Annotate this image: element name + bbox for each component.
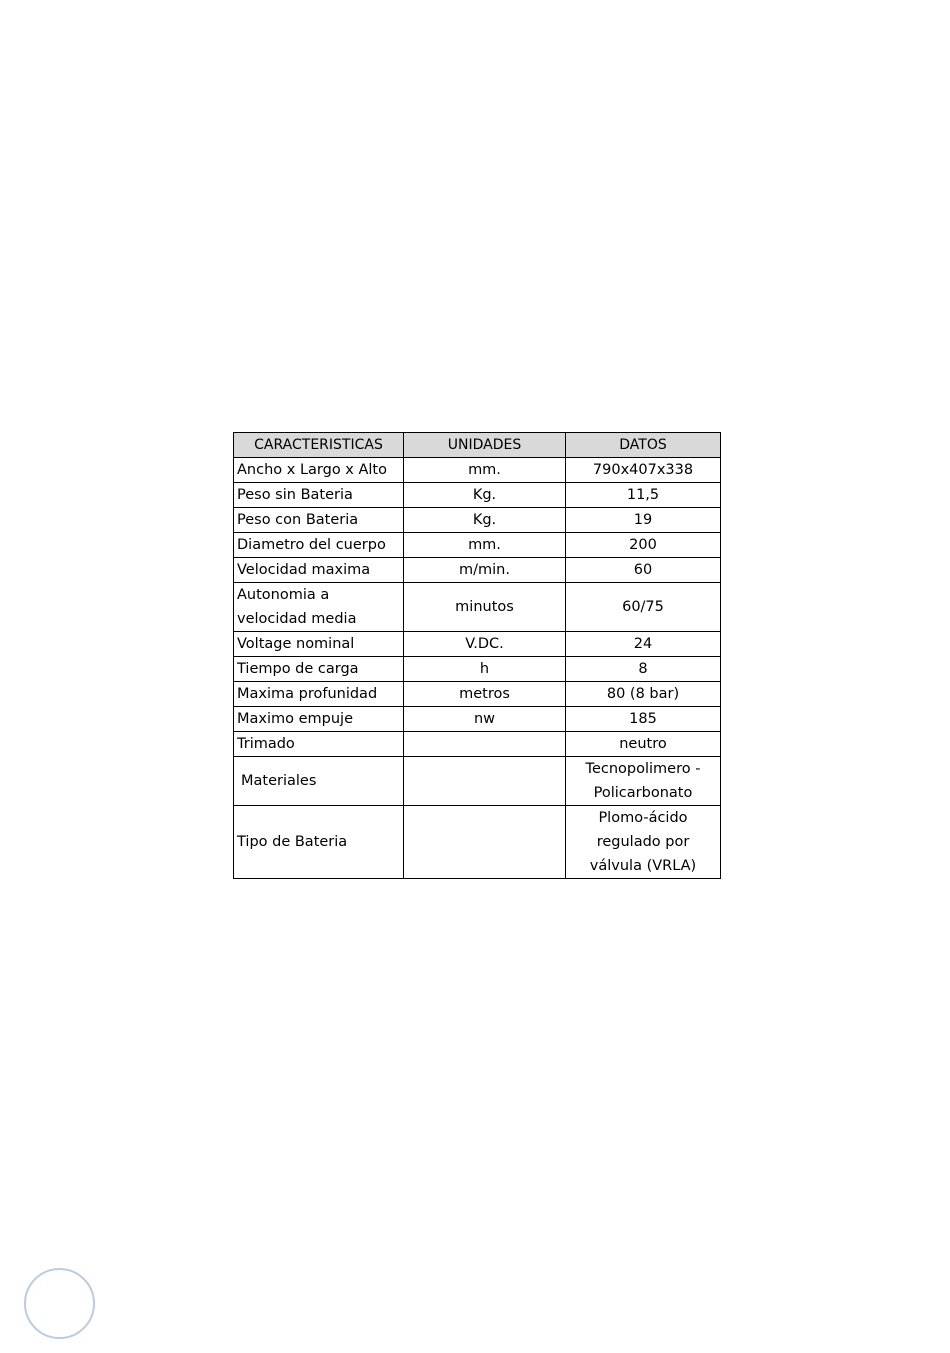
row-name: Trimado xyxy=(234,732,404,757)
table-row xyxy=(234,682,721,707)
row-value: 60/75 xyxy=(566,583,721,632)
table-row xyxy=(234,632,721,657)
row-unit: Kg. xyxy=(404,483,566,508)
row-unit xyxy=(404,806,566,879)
row-value: 185 xyxy=(566,707,721,732)
row-name: Peso sin Bateria xyxy=(234,483,404,508)
page-number-circle xyxy=(24,1268,95,1339)
row-name: Diametro del cuerpo xyxy=(234,533,404,558)
row-value: 790x407x338 xyxy=(566,458,721,483)
table-row xyxy=(234,757,721,806)
table-row xyxy=(234,458,721,483)
header-unidades: UNIDADES xyxy=(404,433,566,458)
table-row xyxy=(234,657,721,682)
row-name: Tiempo de carga xyxy=(234,657,404,682)
row-name: Peso con Bateria xyxy=(234,508,404,533)
row-unit: mm. xyxy=(404,533,566,558)
row-value: 200 xyxy=(566,533,721,558)
table-row xyxy=(234,558,721,583)
row-name: Ancho x Largo x Alto xyxy=(234,458,404,483)
row-value: neutro xyxy=(566,732,721,757)
row-unit: V.DC. xyxy=(404,632,566,657)
header-caracteristicas: CARACTERISTICAS xyxy=(234,433,404,458)
row-value: 19 xyxy=(566,508,721,533)
row-name: Velocidad maxima xyxy=(234,558,404,583)
row-name: Maximo empuje xyxy=(234,707,404,732)
row-value: Tecnopolimero - Policarbonato xyxy=(566,757,721,806)
row-value: 80 (8 bar) xyxy=(566,682,721,707)
row-value: 60 xyxy=(566,558,721,583)
row-name: Voltage nominal xyxy=(234,632,404,657)
row-unit: nw xyxy=(404,707,566,732)
row-unit xyxy=(404,757,566,806)
row-value: 11,5 xyxy=(566,483,721,508)
row-name: Maxima profunidad xyxy=(234,682,404,707)
row-unit: metros xyxy=(404,682,566,707)
table-row xyxy=(234,508,721,533)
table-row xyxy=(234,806,721,879)
table-row xyxy=(234,732,721,757)
row-name: Tipo de Bateria xyxy=(234,806,404,879)
row-unit xyxy=(404,732,566,757)
table-row xyxy=(234,533,721,558)
row-name: Materiales xyxy=(234,757,404,806)
specifications-table xyxy=(233,432,721,879)
table-header-row xyxy=(234,433,721,458)
row-unit: mm. xyxy=(404,458,566,483)
row-value: 8 xyxy=(566,657,721,682)
row-name: Autonomia a velocidad media xyxy=(234,583,404,632)
row-unit: m/min. xyxy=(404,558,566,583)
row-unit: h xyxy=(404,657,566,682)
row-value: Plomo-ácido regulado por válvula (VRLA) xyxy=(566,806,721,879)
table-row xyxy=(234,707,721,732)
table-row xyxy=(234,483,721,508)
row-value: 24 xyxy=(566,632,721,657)
table-row xyxy=(234,583,721,632)
header-datos: DATOS xyxy=(566,433,721,458)
row-unit: minutos xyxy=(404,583,566,632)
row-unit: Kg. xyxy=(404,508,566,533)
